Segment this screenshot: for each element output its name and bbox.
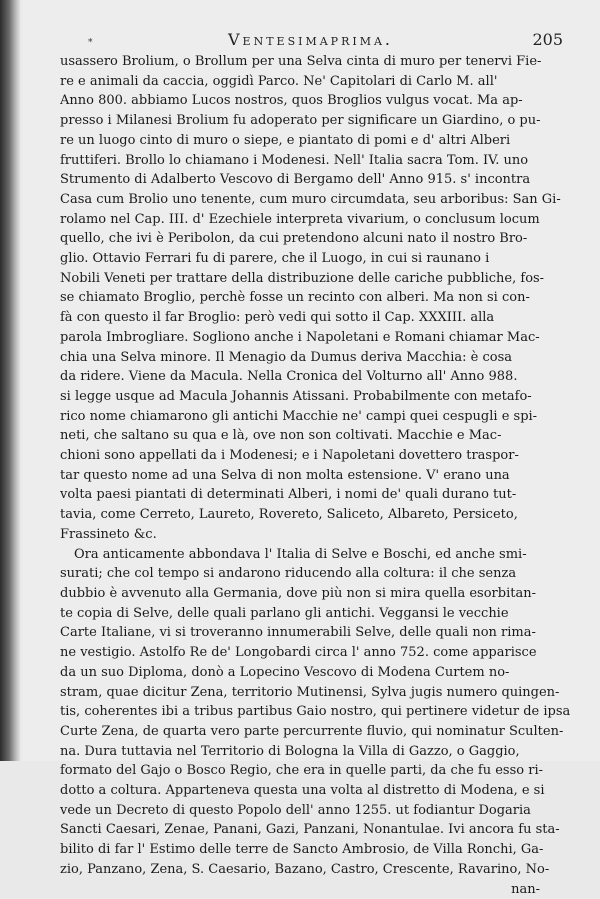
text-line: Nobili Veneti per trattare della distribuzione delle cariche pubbliche, fos- [60,270,545,286]
text-line: tar questo nome ad una Selva di non molta estensione. V' erano una [60,467,510,483]
ornament-mark: * [88,38,93,48]
text-line: volta paesi piantati di determinati Alberi, i nomi de' quali durano tut- [60,487,517,503]
paragraph-start-line: Ora anticamente abbondava l' Italia di Selve e Boschi, ed anche smi- [74,546,527,562]
text-line: tavia, come Cerreto, Laureto, Rovereto, Saliceto, Albareto, Persiceto, [60,507,518,523]
text-line: fruttiferi. Brollo lo chiamano i Modenesi. Nell' Italia sacra Tom. IV. uno [60,152,529,168]
text-line: parola Imbrogliare. Sogliono anche i Napoletani e Romani chiamar Mac- [60,329,540,345]
text-line: glio. Ottavio Ferrari fu di parere, che il Luogo, in cui si raunano i [60,251,490,267]
text-line: na. Dura tuttavia nel Territorio di Bologna la Villa di Gazzo, o Gaggio, [60,743,520,759]
text-line: bilito di far l' Estimo delle terre de Sancto Ambrosio, de Villa Ronchi, Ga- [60,842,544,858]
text-line: Sancti Caesari, Zenae, Panani, Gazi, Panzani, Nonantulae. Ivi ancora fu sta- [60,822,560,838]
text-line: Curte Zena, de quarta vero parte percurrente fluvio, qui nominatur Sculten- [60,723,564,739]
text-line: usassero Brolium, o Brollum per una Selva cinta di muro per tenervi Fie- [60,54,542,69]
body-text [60,52,570,899]
book-page [22,0,600,897]
text-line: presso i Milanesi Brolium fu adoperato per significare un Giardino, o pu- [60,113,541,129]
text-line: vede un Decreto di questo Popolo dell' anno 1255. ut fodiantur Dogaria [60,802,531,818]
text-line: dubbio è avvenuto alla Germania, dove più non si mira quella esorbitan- [60,585,536,601]
text-line: rico nome chiamarono gli antichi Macchie ne' campi quei cespugli e spi- [60,408,538,424]
text-line: te copia di Selve, delle quali parlano gli antichi. Veggansi le vecchie [60,605,509,621]
text-line: chia una Selva minore. Il Menagio da Dumus deriva Macchia: è cosa [60,349,513,365]
text-line: Casa cum Brolio uno tenente, cum muro circumdata, seu arboribus: San Gi- [60,191,561,207]
book-spine-shadow [0,0,20,761]
text-line: ne vestigio. Astolfo Re de' Longobardi circa l' anno 752. come apparisce [60,645,537,661]
text-line: surati; che col tempo si andarono riducendo alla coltura: il che senza [60,566,517,582]
page-header [58,30,563,52]
text-line: se chiamato Broglio, perchè fosse un recinto con alberi. Ma non si con- [60,290,530,306]
text-line: da ridere. Viene da Macula. Nella Cronica del Volturno all' Anno 988. [60,369,518,385]
text-line: re un luogo cinto di muro o siepe, e piantato di pomi e d' altri Alberi [60,132,511,148]
text-line: stram, quae dicitur Zena, territorio Mutinensi, Sylva jugis numero quingen- [60,684,560,700]
text-line: formato del Gajo o Bosco Regio, che era in quelle parti, da che fu esso ri- [60,763,543,779]
text-line: Strumento di Adalberto Vescovo di Bergamo dell' Anno 915. s' incontra [60,172,531,188]
text-line: re e animali da caccia, oggidì Parco. Ne' Capitolari di Carlo M. all' [60,73,498,89]
text-line: zio, Panzano, Zena, S. Caesario, Bazano, Castro, Crescente, Ravarino, No- [60,861,550,877]
text-line: chioni sono appellati da i Modenesi; e i Napoletani dovettero traspor- [60,448,519,464]
text-line: Frassineto &c. [60,526,157,542]
text-line: rolamo nel Cap. III. d' Ezechiele interpreta vivarium, o conclusum locum [60,211,540,227]
page-number: 205 [532,30,563,49]
text-line: quello, che ivi è Peribolon, da cui pretendono alcuni nato il nostro Bro- [60,231,528,247]
text-line: dotto a coltura. Apparteneva questa una volta al distretto di Modena, e si [60,783,545,799]
text-line: tis, coherentes ibi a tribus partibus Gaio nostro, qui pertinere videtur de ipsa [60,704,570,720]
running-title: Ventesimaprima. [228,30,393,49]
text-line: fà con questo il far Broglio: però vedi qui sotto il Cap. XXXIII. alla [60,310,495,326]
catchword: nan- [511,881,540,897]
text-line: Anno 800. abbiamo Lucos nostros, quos Broglios vulgus vocat. Ma ap- [60,93,523,109]
text-line: Carte Italiane, vi si troveranno innumerabili Selve, delle quali non rima- [60,625,536,641]
text-line: si legge usque ad Macula Johannis Atissani. Probabilmente con metafo- [60,388,532,404]
text-line: da un suo Diploma, donò a Lopecino Vescovo di Modena Curtem no- [60,664,510,680]
text-line: neti, che saltano su qua e là, ove non son coltivati. Macchie e Mac- [60,428,502,444]
